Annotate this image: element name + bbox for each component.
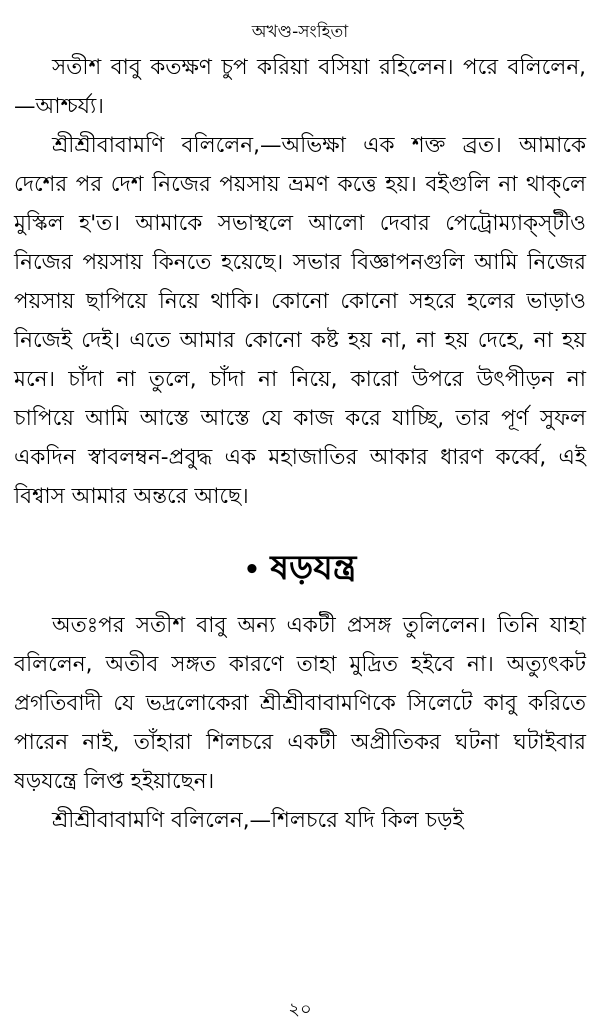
paragraph: শ্রীশ্রীবাবামণি বলিলেন,—শিলচরে যদি কিল চড়ই [52, 808, 464, 833]
running-title: অখণ্ড-সংহিতা [251, 22, 349, 42]
section-heading [14, 540, 586, 596]
page-number: ২০ [288, 999, 312, 1020]
text-block-2 [14, 606, 586, 840]
paragraph: সতীশ বাবু কতক্ষণ চুপ করিয়া বসিয়া রহিলেন। পরে বলিলেন,—আশ্চর্য্য। [14, 55, 586, 119]
text-block-1 [14, 48, 586, 516]
paragraph: শ্রীশ্রীবাবামণি বলিলেন,—অভিক্ষা এক শক্ত ব্রত। আমাকে দেশের পর দেশ নিজের পয়সায় ভ্রমণ কত্তে হয়। বইগুলি না থাক্‌লে মুস্কিল হ'ত। আমাকে সভাস্থলে আলো দেবার পেট্রোম্যাক্‌স্‌টীও নিজের পয়সায় কিনতে হয়েছে। সভার বিজ্ঞাপনগুলি আমি নিজের পয়সায় ছাপিয়ে নিয়ে থাকি। কোনো কোনো সহরে হলের ভাড়াও নিজেই দেই। এতে আমার কোনো কষ্ট হয় না, না হয় দেহে, না হয় মনে। চাঁদা না তুলে, চাঁদা না নিয়ে, কারো উপরে উৎপীড়ন না চাপিয়ে আমি আস্তে আস্তে যে কাজ করে যাচ্ছি, তার পূর্ণ সুফল একদিন স্বাবলম্বন-প্রবুদ্ধ এক মহাজাতির আকার ধারণ কর্ব্বে, এই বিশ্বাস আমার অন্তরে আছে। [14, 133, 586, 509]
section-title: ষড়যন্ত্র [270, 548, 357, 588]
paragraph: অতঃপর সতীশ বাবু অন্য একটী প্রসঙ্গ তুলিলেন। তিনি যাহা বলিলেন, অতীব সঙ্গত কারণে তাহা মুদ্রিত হইবে না। অত্যুৎকট প্রগতিবাদী যে ভদ্রলোকেরা শ্রীশ্রীবাবামণিকে সিলেটে কাবু করিতে পারেন নাই, তাঁহারা শিলচরে একটী অপ্রীতিকর ঘটনা ঘটাইবার ষড়যন্ত্রে লিপ্ত হইয়াছেন। [14, 613, 586, 794]
section-mark-icon: • [243, 554, 261, 585]
